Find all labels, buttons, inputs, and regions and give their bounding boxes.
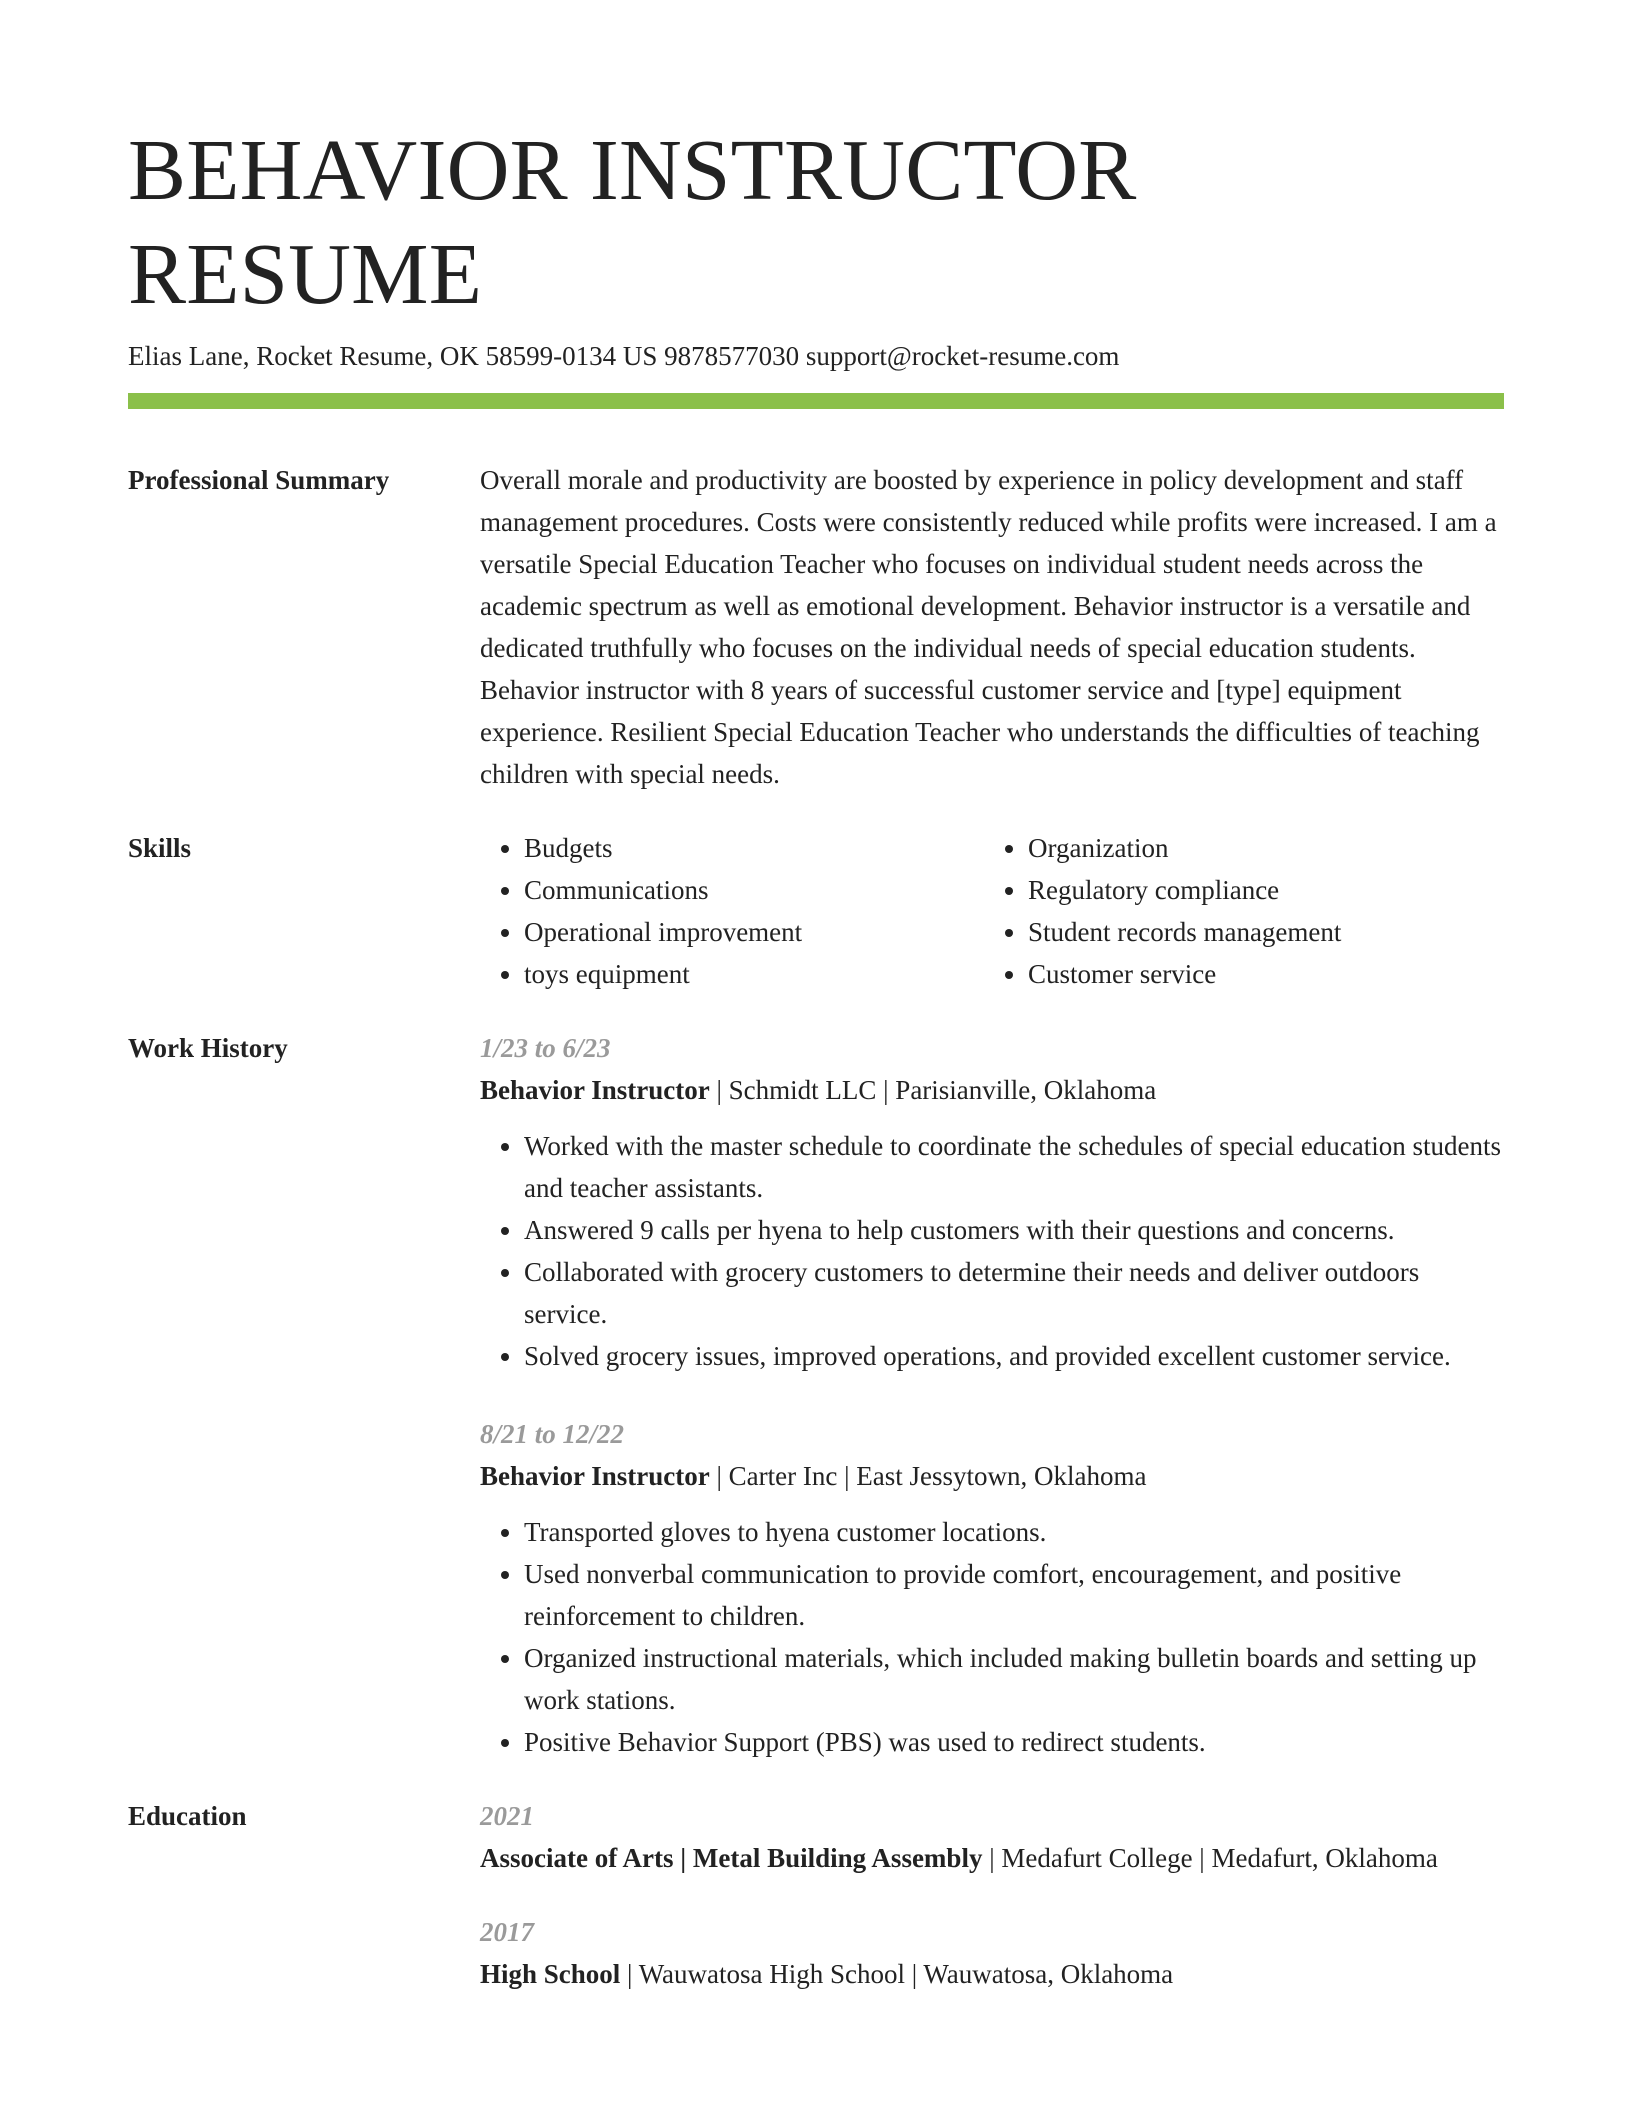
job-bullet: • Worked with the master schedule to coordinate the schedules of special education students and teacher assistants. <box>524 1125 1504 1209</box>
job-bullet: • Positive Behavior Support (PBS) was used to redirect students. <box>524 1721 1504 1763</box>
education-body <box>480 1795 1504 1995</box>
degree-name: High School <box>480 1959 621 1989</box>
education-year: 2021 <box>480 1801 534 1831</box>
job-date: 8/21 to 12/22 <box>480 1419 625 1449</box>
education-details: | Wauwatosa High School | Wauwatosa, Oklahoma <box>620 1959 1174 1989</box>
job-title: Behavior Instructor <box>480 1075 710 1105</box>
skills-list-left <box>480 827 984 995</box>
job-heading <box>480 1455 1504 1497</box>
skill-item: • Organization <box>1028 827 1488 869</box>
skills-list-right <box>984 827 1488 995</box>
job-bullet: • Collaborated with grocery customers to determine their needs and deliver outdoors service. <box>524 1251 1504 1335</box>
education-year: 2017 <box>480 1917 534 1947</box>
education-entry <box>480 1911 1504 1995</box>
job-title: Behavior Instructor <box>480 1461 710 1491</box>
education-section <box>128 1795 1504 1995</box>
accent-divider <box>128 393 1504 409</box>
contact-line: Elias Lane, Rocket Resume, OK 58599-0134 US 9878577030 support@rocket-resume.com <box>128 341 1120 371</box>
section-label-education: Education <box>128 1801 247 1831</box>
job-details: | Carter Inc | East Jessytown, Oklahoma <box>709 1461 1147 1491</box>
skill-item: • Regulatory compliance <box>1028 869 1488 911</box>
job-details: | Schmidt LLC | Parisianville, Oklahoma <box>709 1075 1157 1105</box>
education-details: | Medafurt College | Medafurt, Oklahoma <box>982 1843 1438 1873</box>
job-entry <box>480 1413 1504 1763</box>
skill-item: • Operational improvement <box>524 911 984 953</box>
job-bullet: • Solved grocery issues, improved operations, and provided excellent customer service. <box>524 1335 1504 1377</box>
job-bullet: • Answered 9 calls per hyena to help customers with their questions and concerns. <box>524 1209 1504 1251</box>
section-label-work-history: Work History <box>128 1033 288 1063</box>
education-heading <box>480 1837 1504 1879</box>
skill-item: • Customer service <box>1028 953 1488 995</box>
skills-section <box>128 827 1504 995</box>
skill-item: • toys equipment <box>524 953 984 995</box>
degree-name: Associate of Arts | Metal Building Assembly <box>480 1843 983 1873</box>
job-bullet: • Used nonverbal communication to provide comfort, encouragement, and positive reinforcement to children. <box>524 1553 1504 1637</box>
skill-item: • Budgets <box>524 827 984 869</box>
skills-body <box>480 827 1504 995</box>
education-heading <box>480 1953 1504 1995</box>
job-bullet: • Organized instructional materials, which included making bulletin boards and setting up work stations. <box>524 1637 1504 1721</box>
skill-item: • Student records management <box>1028 911 1488 953</box>
job-entry <box>480 1027 1504 1377</box>
skill-item: • Communications <box>524 869 984 911</box>
summary-body <box>480 459 1504 795</box>
section-label-skills: Skills <box>128 833 192 863</box>
job-bullet: • Transported gloves to hyena customer locations. <box>524 1511 1504 1553</box>
job-date: 1/23 to 6/23 <box>480 1033 611 1063</box>
section-label-summary: Professional Summary <box>128 465 390 495</box>
job-heading <box>480 1069 1504 1111</box>
education-entry <box>480 1795 1504 1879</box>
resume-title: BEHAVIOR INSTRUCTOR RESUME <box>128 121 1137 322</box>
work-history-section <box>128 1027 1504 1763</box>
work-history-body <box>480 1027 1504 1763</box>
job-bullets <box>480 1125 1504 1377</box>
job-bullets <box>480 1511 1504 1763</box>
skills-columns <box>480 827 1504 995</box>
summary-text: Overall morale and productivity are boosted by experience in policy development and staff management procedures. Costs were consistently reduced while profits were increased. I am a versatile Special Education Teacher who focuses on individual student needs across the academic spectrum as well as emotional development. Behavior instructor is a versatile and dedicated truthfully who focuses on the individual needs of special education students. Behavior instructor with 8 years of successful customer service and [type] equipment experience. Resilient Special Education Teacher who understands the difficulties of teaching children with special needs. <box>480 465 1497 789</box>
summary-section <box>128 459 1504 795</box>
